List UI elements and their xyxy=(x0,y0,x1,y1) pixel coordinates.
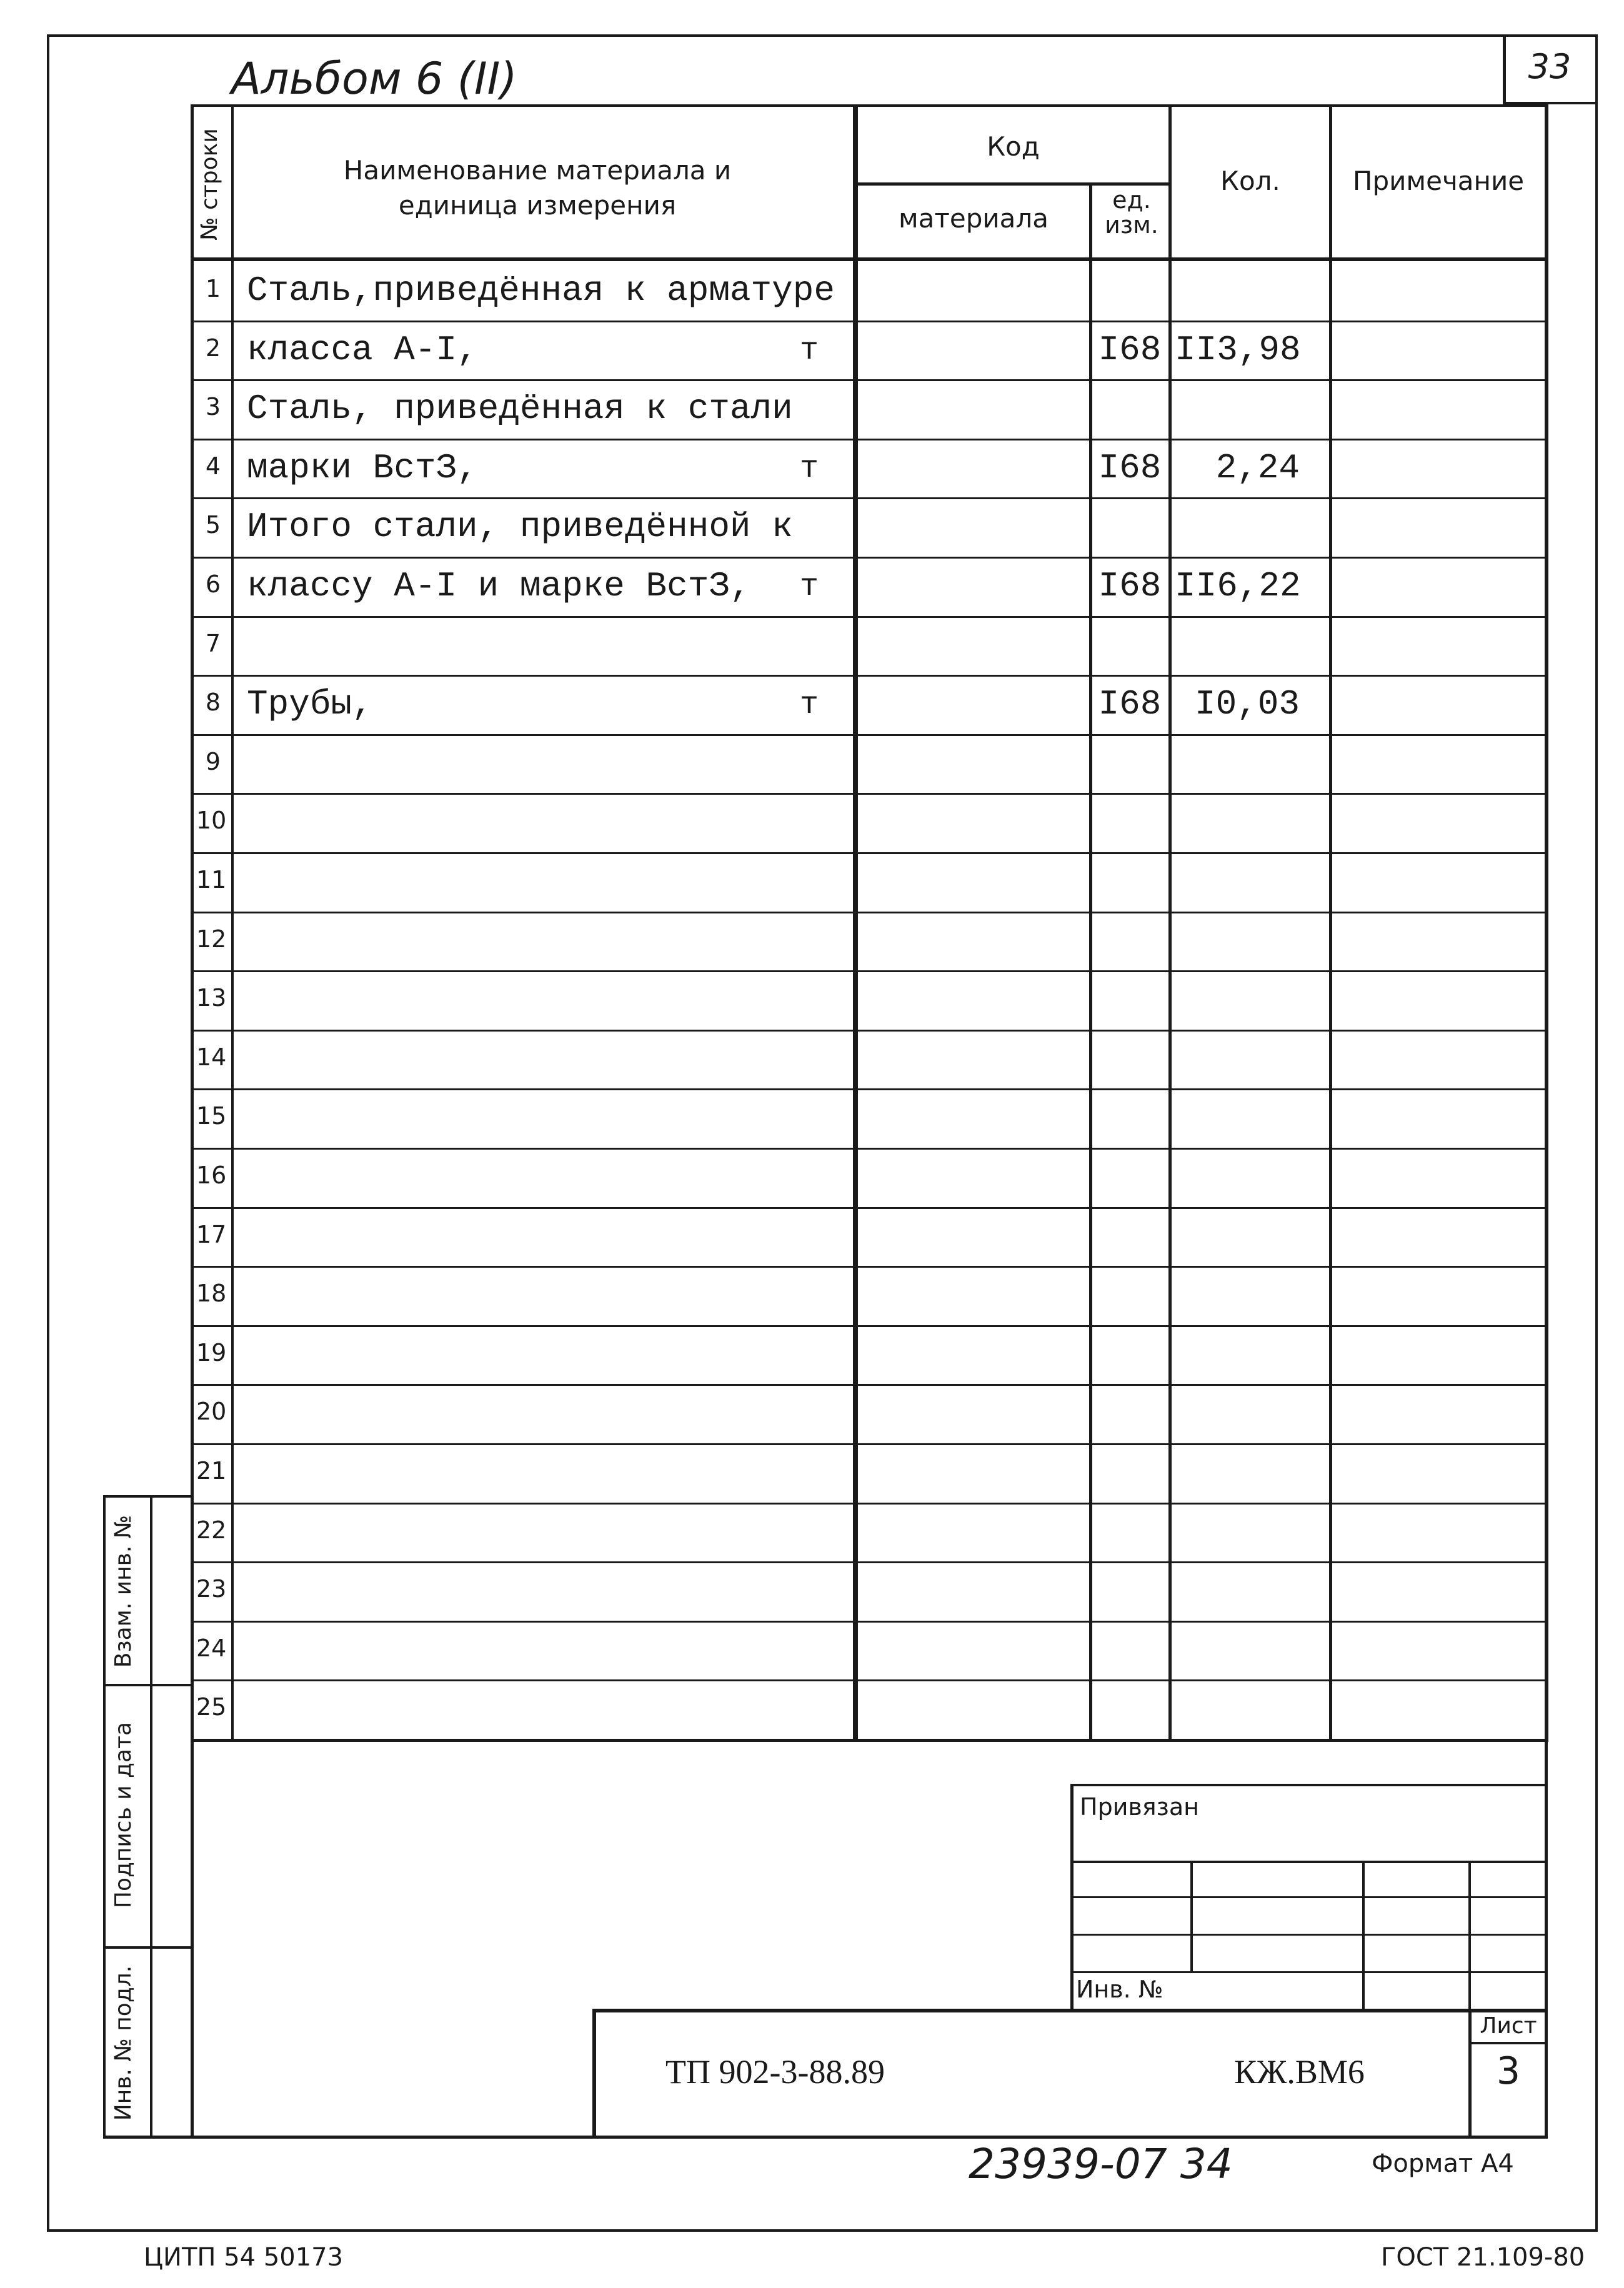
tb-privyazan-label: Привязан xyxy=(1080,1793,1199,1821)
row-material-name: Трубы, xyxy=(247,684,373,724)
header-bottom xyxy=(191,257,1547,261)
row-divider xyxy=(191,734,1547,736)
row-number: 21 xyxy=(196,1457,227,1485)
row-number: 13 xyxy=(196,984,227,1012)
col-material-sep xyxy=(1089,184,1092,1741)
table-bottom xyxy=(191,1739,1548,1742)
code-subheader-line xyxy=(853,182,1172,186)
tb-list-sep xyxy=(1468,2042,1547,2044)
row-unit-code: I68 xyxy=(1098,330,1162,370)
row-number: 1 xyxy=(205,275,221,302)
tb-privyazan-top xyxy=(1072,1784,1547,1786)
row-divider xyxy=(191,970,1547,972)
row-number: 2 xyxy=(205,334,221,362)
row-divider xyxy=(191,1621,1547,1623)
row-divider xyxy=(191,1088,1547,1090)
row-number: 12 xyxy=(196,925,227,953)
col-name-sep xyxy=(853,104,858,1741)
row-divider xyxy=(191,1030,1547,1032)
row-number: 4 xyxy=(205,452,221,480)
row-number: 8 xyxy=(205,689,221,716)
row-number: 24 xyxy=(196,1634,227,1662)
row-divider xyxy=(191,1266,1547,1268)
row-divider xyxy=(191,675,1547,677)
row-number: 5 xyxy=(205,511,221,539)
stamp-sep-2 xyxy=(103,1946,194,1949)
row-material-name: классу А-I и марке ВстЗ, xyxy=(247,566,751,606)
row-divider xyxy=(191,1325,1547,1327)
stamp-outer-left xyxy=(103,1496,106,2137)
col-qty-sep xyxy=(1329,104,1332,1741)
row-unit-suffix: т xyxy=(800,687,819,723)
row-unit-suffix: т xyxy=(800,569,819,605)
tb-grid-v2 xyxy=(1362,1861,1365,2011)
tb-grid-h2 xyxy=(1072,1896,1547,1898)
header-code: Код xyxy=(987,131,1040,162)
stamp-sep-1 xyxy=(103,1684,194,1686)
row-number: 23 xyxy=(196,1575,227,1603)
row-unit-suffix: т xyxy=(800,333,819,369)
row-unit-code: I68 xyxy=(1098,448,1162,488)
col-rownum-sep xyxy=(231,104,234,1741)
stamp-podpis-label: Подпись и дата xyxy=(111,1721,136,1909)
footer-format: Формат А4 xyxy=(1372,2149,1514,2178)
row-divider xyxy=(191,557,1547,559)
col-unit-sep xyxy=(1168,104,1172,1741)
table-left xyxy=(191,104,194,2138)
footer-left-code: ЦИТП 54 50173 xyxy=(144,2243,344,2272)
row-material-name: Сталь,приведённая к арматуре xyxy=(247,271,835,311)
stamp-top xyxy=(103,1495,194,1498)
row-divider xyxy=(191,1207,1547,1209)
row-divider xyxy=(191,439,1547,440)
row-material-name: Итого стали, приведённой к xyxy=(247,507,793,547)
tb-grid-h1 xyxy=(1072,1861,1547,1863)
tb-doc-code: ТП 902-3-88.89 xyxy=(665,2053,885,2091)
row-number: 17 xyxy=(196,1221,227,1248)
row-quantity: 2,24 xyxy=(1215,448,1300,488)
tb-inv-no-label: Инв. № xyxy=(1076,1976,1163,2003)
row-divider xyxy=(191,852,1547,854)
footer-gost: ГОСТ 21.109-80 xyxy=(1381,2243,1585,2272)
stamp-inv-podl-label: Инв. № подл. xyxy=(111,1965,136,2121)
page-number: 33 xyxy=(1528,47,1572,86)
row-divider xyxy=(191,379,1547,381)
tb-grid-v3 xyxy=(1468,1861,1471,2011)
row-number: 9 xyxy=(205,748,221,775)
outer-frame-left xyxy=(47,34,49,2231)
row-material-name: марки ВстЗ, xyxy=(247,448,478,488)
row-divider xyxy=(191,321,1547,322)
row-number: 19 xyxy=(196,1339,227,1366)
tb-right xyxy=(1545,1740,1548,2139)
row-quantity: II6,22 xyxy=(1175,566,1301,606)
row-number: 18 xyxy=(196,1280,227,1307)
header-quantity: Кол. xyxy=(1220,166,1280,196)
row-material-name: класса А-I, xyxy=(247,330,478,370)
tb-grid-h3 xyxy=(1072,1934,1547,1936)
row-number: 11 xyxy=(196,866,227,893)
album-label: Альбом 6 (II) xyxy=(231,53,517,104)
row-unit-code: I68 xyxy=(1098,684,1162,724)
row-number: 7 xyxy=(205,630,221,657)
outer-frame-right xyxy=(1595,34,1598,2231)
row-divider xyxy=(191,497,1547,499)
row-divider xyxy=(191,1148,1547,1150)
row-number: 3 xyxy=(205,393,221,420)
row-number: 10 xyxy=(196,807,227,834)
table-right xyxy=(1545,104,1548,1741)
row-number: 6 xyxy=(205,570,221,598)
outer-frame-bottom xyxy=(47,2229,1598,2232)
outer-frame-top xyxy=(47,34,1597,37)
row-number: 22 xyxy=(196,1516,227,1544)
row-divider xyxy=(191,912,1547,913)
tb-main-left xyxy=(592,2009,596,2137)
row-divider xyxy=(191,1679,1547,1681)
row-unit-code: I68 xyxy=(1098,566,1162,606)
header-note: Примечание xyxy=(1352,166,1525,196)
row-divider xyxy=(191,1561,1547,1563)
row-divider xyxy=(191,1503,1547,1505)
row-number: 14 xyxy=(196,1043,227,1071)
row-number: 20 xyxy=(196,1398,227,1425)
tb-list-label: Лист xyxy=(1480,2013,1537,2039)
page-number-box-left xyxy=(1503,34,1506,103)
tb-list-value: 3 xyxy=(1496,2049,1521,2093)
row-divider xyxy=(191,616,1547,618)
table-top xyxy=(191,104,1547,107)
row-unit-suffix: т xyxy=(800,451,819,487)
row-divider xyxy=(191,1443,1547,1445)
header-code-material: материала xyxy=(898,203,1049,234)
header-name: Наименование материала и единица измерения xyxy=(343,155,732,221)
tb-grid-h4 xyxy=(1072,1971,1547,1973)
row-divider xyxy=(191,793,1547,795)
row-divider xyxy=(191,1384,1547,1386)
stamp-inner-left xyxy=(150,1496,152,2137)
tb-grid-v1 xyxy=(1190,1861,1193,1971)
tb-doc-mark: КЖ.ВМ6 xyxy=(1234,2053,1365,2091)
row-number: 25 xyxy=(196,1693,227,1721)
footer-handwritten-number: 23939-07 34 xyxy=(969,2140,1233,2188)
row-number: 16 xyxy=(196,1161,227,1189)
row-material-name: Сталь, приведённая к стали xyxy=(247,389,793,429)
tb-list-left xyxy=(1468,2009,1472,2137)
stamp-vzam-label: Взам. инв. № xyxy=(111,1515,136,1668)
row-quantity: I0,03 xyxy=(1194,684,1300,724)
stamp-bottom xyxy=(103,2136,1547,2139)
row-quantity: II3,98 xyxy=(1175,330,1301,370)
row-number: 15 xyxy=(196,1102,227,1130)
header-row-number: № строки xyxy=(197,128,222,241)
tb-main-top xyxy=(594,2009,1547,2012)
header-code-unit: ед. изм. xyxy=(1105,186,1158,239)
